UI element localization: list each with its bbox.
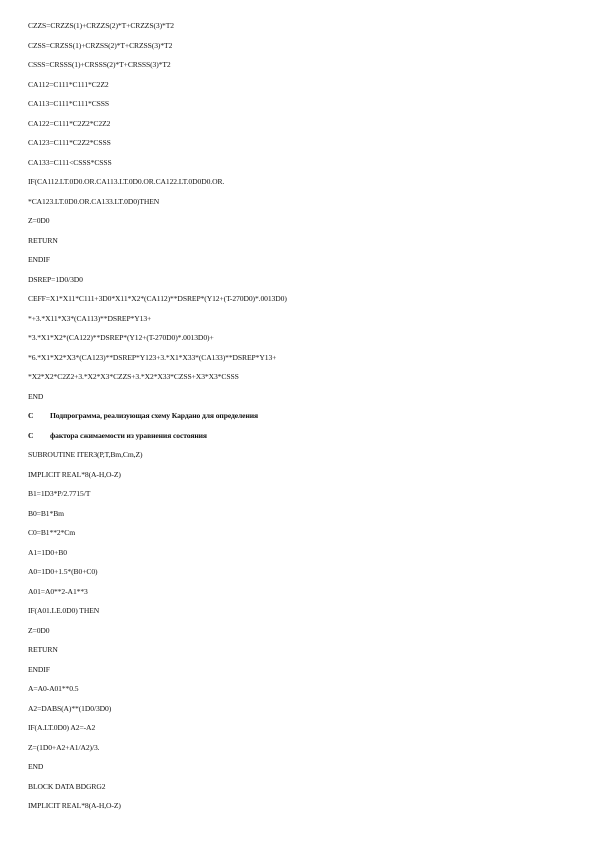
code-line: CSSS=CRSSS(1)+CRSSS(2)*T+CRSSS(3)*T2 [28,60,171,69]
code-line: *X2*X2*C2Z2+3.*X2*X3*CZZS+3.*X2*X33*CZSS+X3*X3*CSSS [28,372,239,381]
code-line: CZZS=CRZZS(1)+CRZZS(2)*T+CRZZS(3)*T2 [28,21,174,30]
code-line: A2=DABS(A)**(1D0/3D0) [28,703,112,713]
comment-text: Подпрограмма, реализующая схему Кардано для определения [50,411,259,420]
code-line: A1=1D0+B0 [28,547,67,557]
code-line: CA123=C111*C2Z2*CSSS [28,138,111,147]
code-line: CEFF=X1*X11*C111+3D0*X11*X2*(CA112)**DSREP*(Y12+(T-270D0)*.0013D0) [28,294,287,303]
code-line: Z=0D0 [28,216,50,225]
code-line: C0=B1**2*Cm [28,528,76,537]
code-line: IF(CA112.LT.0D0.OR.CA113.LT.0D0.OR.CA122.LT.0D0D0.OR. [28,177,225,186]
code-line: RETURN [28,235,58,245]
code-line: IF(A.LT.0D0) A2=-A2 [28,723,96,732]
code-line: CZSS=CRZSS(1)+CRZSS(2)*T+CRZSS(3)*T2 [28,40,173,50]
code-line: A=A0-A01**0.5 [28,684,79,693]
code-line: CA133=C111<CSSS*CSSS [28,157,112,167]
code-line: RETURN [28,645,58,654]
code-line: END [28,762,44,771]
code-line: Z=(1D0+A2+A1/A2)/3. [28,742,100,752]
code-line: BLOCK DATA BDGRG2 [28,781,106,791]
comment-marker: C [28,430,34,440]
code-line: *6.*X1*X2*X3*(CA123)**DSREP*Y123+3.*X1*X33*(CA133)**DSREP*Y13+ [28,352,277,362]
code-line: CA113=C111*C111*CSSS [28,99,110,108]
comment-line [28,406,568,426]
code-line: *+3.*X11*X3*(CA113)**DSREP*Y13+ [28,313,152,323]
code-line: *3.*X1*X2*(CA122)**DSREP*(Y12+(T-270D0)*.0013D0)+ [28,333,214,342]
code-line: B1=1D3*P/2.7715/T [28,489,91,498]
code-line: IF(A01.LE.0D0) THEN [28,606,100,615]
comment-text: фактора сжимаемости из уравнения состояния [50,430,207,440]
code-line: A01=A0**2-A1**3 [28,586,88,596]
code-line: END [28,391,44,401]
code-line: IMPLICIT REAL*8(A-H,O-Z) [28,801,121,810]
code-line: IMPLICIT REAL*8(A-H,O-Z) [28,469,121,479]
code-line: ENDIF [28,664,50,674]
code-line: SUBROUTINE ITER3(P,T,Bm,Cm,Z) [28,450,143,459]
code-line: DSREP=1D0/3D0 [28,274,83,284]
code-line: ENDIF [28,255,50,264]
code-line: Z=0D0 [28,625,50,635]
comment-marker: C [28,411,34,420]
code-line: *CA123.LT.0D0.OR.CA133.LT.0D0)THEN [28,196,160,206]
code-line: B0=B1*Bm [28,508,64,518]
code-line: A0=1D0+1.5*(B0+C0) [28,567,98,576]
fortran-code-listing [28,16,568,816]
comment-line [28,426,568,446]
code-line: CA122=C111*C2Z2*C2Z2 [28,118,111,128]
code-line: CA112=C111*C111*C2Z2 [28,79,109,89]
